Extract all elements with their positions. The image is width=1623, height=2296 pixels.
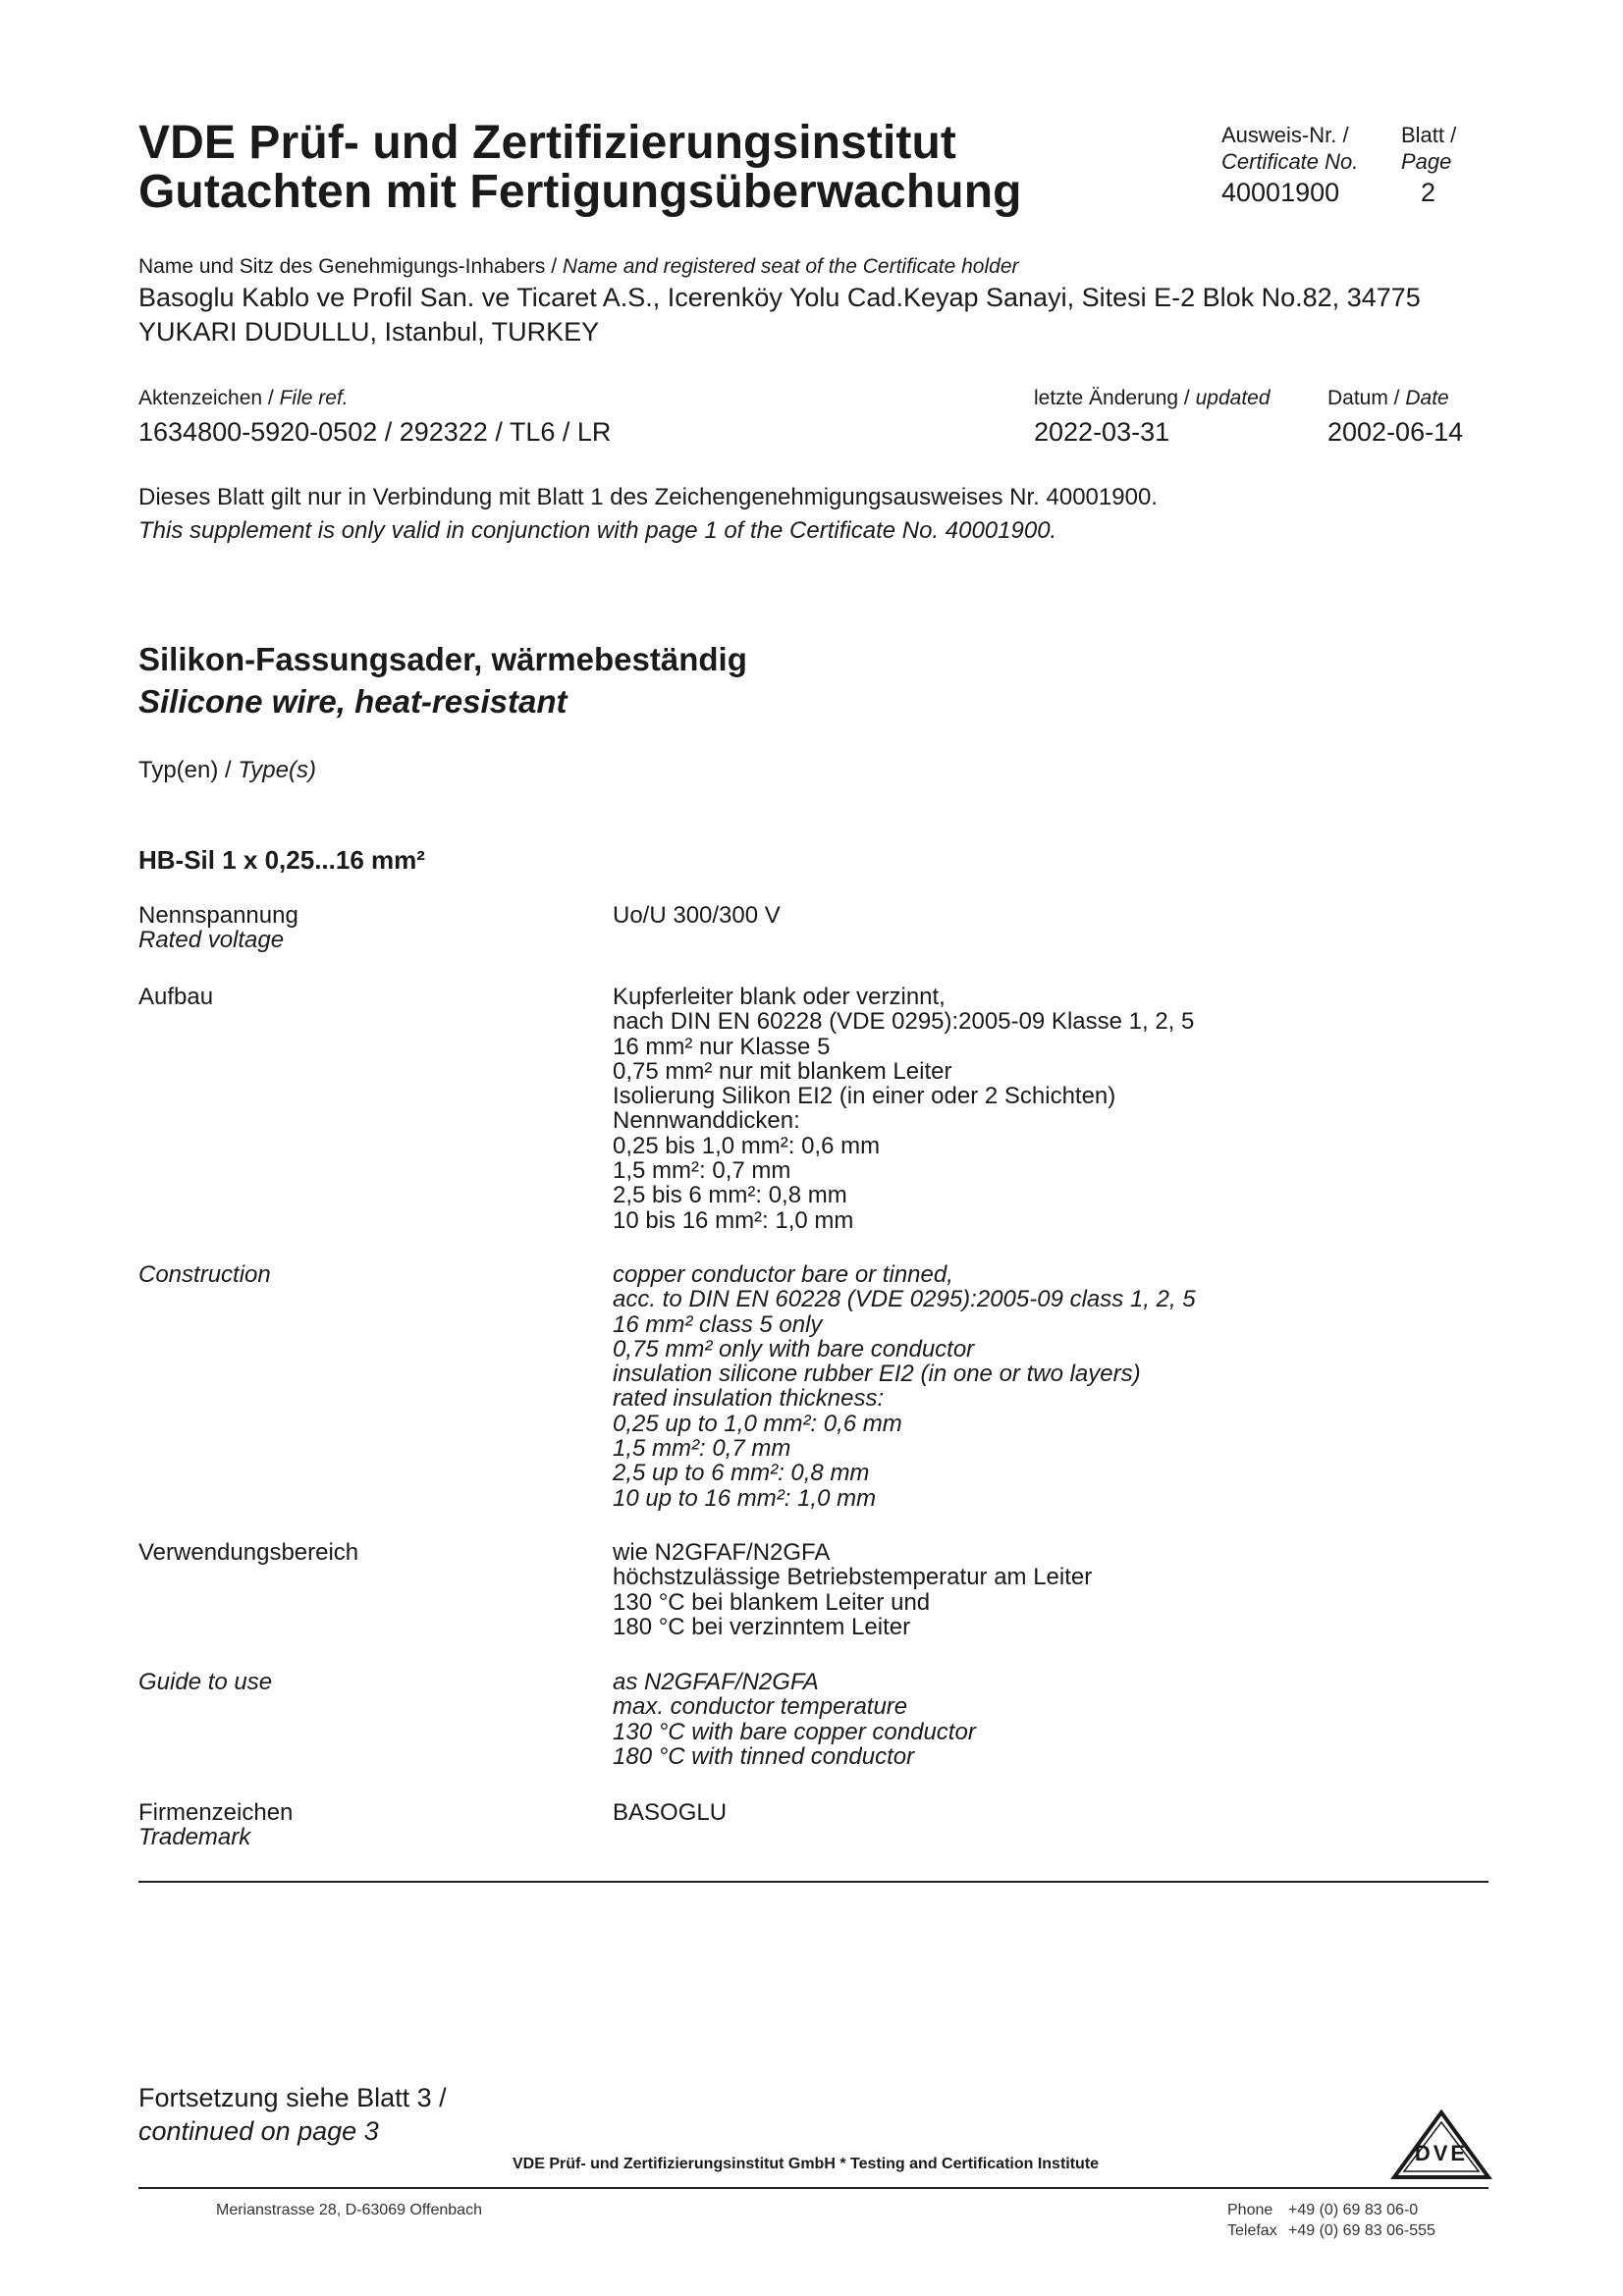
date-label-de: Datum /	[1327, 387, 1406, 409]
date-value: 2002-06-14	[1327, 417, 1464, 447]
guide-line: as N2GFAF/N2GFA	[613, 1669, 819, 1695]
holder-address-line2: YUKARI DUDULLU, Istanbul, TURKEY	[138, 317, 600, 347]
continuation-en: continued on page 3	[138, 2116, 379, 2146]
construction-line: rated insulation thickness:	[613, 1385, 885, 1413]
aufbau-line: 0,75 mm² nur mit blankem Leiter	[613, 1057, 952, 1085]
guide-line: 180 °C with tinned conductor	[613, 1742, 915, 1770]
vde-logo	[1390, 2109, 1492, 2181]
rated-voltage-label-en: Rated voltage	[138, 927, 285, 953]
aufbau-line: 0,25 bis 1,0 mm²: 0,6 mm	[613, 1132, 881, 1159]
types-label	[138, 756, 316, 785]
aufbau-line: 2,5 bis 6 mm²: 0,8 mm	[613, 1182, 847, 1209]
construction-line: 2,5 up to 6 mm²: 0,8 mm	[613, 1460, 870, 1487]
updated-label-en: updated	[1195, 387, 1271, 409]
file-ref-value: 1634800-5920-0502 / 292322 / TL6 / LR	[138, 417, 612, 447]
holder-label-en: Name and registered seat of the Certificate holder	[562, 255, 1019, 278]
type-name: HB-Sil 1 x 0,25...16 mm²	[138, 845, 425, 875]
construction-line: copper conductor bare or tinned,	[613, 1261, 953, 1288]
page-label-en: Page	[1401, 149, 1452, 174]
validity-note-de: Dieses Blatt gilt nur in Verbindung mit Blatt 1 des Zeichengenehmigungsausweises Nr. 40001900.	[138, 484, 1158, 510]
rated-voltage-label-de: Nennspannung	[138, 902, 298, 929]
guide-line: max. conductor temperature	[613, 1693, 908, 1721]
verwendung-line: 180 °C bei verzinntem Leiter	[613, 1613, 911, 1640]
aufbau-line: Isolierung Silikon EI2 (in einer oder 2 Schichten)	[613, 1083, 1116, 1110]
construction-lines	[613, 1262, 1196, 1511]
certificate-label-de: Ausweis-Nr. /	[1221, 123, 1349, 147]
guide-line: 130 °C with bare copper conductor	[613, 1718, 976, 1745]
construction-line: 0,25 up to 1,0 mm²: 0,6 mm	[613, 1410, 902, 1437]
aufbau-line: 10 bis 16 mm²: 1,0 mm	[613, 1206, 854, 1234]
product-title-en: Silicone wire, heat-resistant	[138, 683, 568, 720]
continuation-de: Fortsetzung siehe Blatt 3 /	[138, 2083, 447, 2112]
aufbau-line: Nennwanddicken:	[613, 1107, 800, 1135]
verwendung-label: Verwendungsbereich	[138, 1539, 359, 1566]
verwendung-line: wie N2GFAF/N2GFA	[613, 1539, 831, 1566]
aufbau-label: Aufbau	[138, 984, 214, 1010]
aufbau-line: Kupferleiter blank oder verzinnt,	[613, 984, 946, 1010]
construction-line: 16 mm² class 5 only	[613, 1310, 823, 1338]
verwendung-line: 130 °C bei blankem Leiter und	[613, 1588, 931, 1616]
date-label-en: Date	[1405, 387, 1449, 409]
updated-label	[1034, 386, 1271, 411]
footer-divider	[138, 2187, 1488, 2189]
page-label-de: Blatt /	[1401, 123, 1457, 147]
footer-fax-label: Telefax	[1227, 2222, 1277, 2239]
rated-voltage-value: Uo/U 300/300 V	[613, 902, 781, 929]
construction-line: 0,75 mm² only with bare conductor	[613, 1335, 975, 1362]
file-ref-label-de: Aktenzeichen /	[138, 387, 280, 409]
product-title-de: Silikon-Fassungsader, wärmebeständig	[138, 641, 747, 677]
aufbau-lines	[613, 985, 1194, 1233]
page-number: 2	[1421, 178, 1436, 207]
vde-logo-text: DVE	[1414, 2141, 1469, 2165]
trademark-label-en: Trademark	[138, 1824, 251, 1850]
file-ref-label-en: File ref.	[279, 387, 349, 409]
aufbau-line: 1,5 mm²: 0,7 mm	[613, 1157, 791, 1185]
types-label-en: Type(s)	[238, 757, 316, 783]
file-ref-label	[138, 386, 349, 411]
trademark-label-de: Firmenzeichen	[138, 1799, 294, 1826]
footer-fax: +49 (0) 69 83 06-555	[1288, 2222, 1435, 2239]
construction-line: 10 up to 16 mm²: 1,0 mm	[613, 1484, 877, 1512]
updated-value: 2022-03-31	[1034, 417, 1170, 447]
aufbau-line: 16 mm² nur Klasse 5	[613, 1033, 831, 1060]
holder-address-line1: Basoglu Kablo ve Profil San. ve Ticaret A.S., Icerenköy Yolu Cad.Keyap Sanayi, Sitesi E-2 Blok No.82, 34775	[138, 283, 1421, 312]
aufbau-line: nach DIN EN 60228 (VDE 0295):2005-09 Klasse 1, 2, 5	[613, 1008, 1195, 1036]
types-label-de: Typ(en) /	[138, 757, 239, 783]
construction-label: Construction	[138, 1261, 271, 1288]
verwendung-line: höchstzulässige Betriebstemperatur am Leiter	[613, 1564, 1093, 1591]
institute-title: VDE Prüf- und Zertifizierungsinstitut	[138, 117, 957, 169]
certificate-label-en: Certificate No.	[1221, 149, 1359, 174]
document-title: Gutachten mit Fertigungsüberwachung	[138, 166, 1022, 218]
construction-line: 1,5 mm²: 0,7 mm	[613, 1435, 791, 1463]
holder-label	[138, 254, 1019, 280]
trademark-value: BASOGLU	[613, 1799, 728, 1826]
holder-label-de: Name und Sitz des Genehmigungs-Inhabers /	[138, 255, 563, 278]
date-label	[1327, 386, 1449, 411]
guide-lines	[613, 1670, 976, 1769]
institute-footer: VDE Prüf- und Zertifizierungsinstitut GmbH * Testing and Certification Institute	[513, 2156, 1100, 2172]
certificate-number: 40001900	[1221, 178, 1340, 207]
updated-label-de: letzte Änderung /	[1034, 387, 1196, 409]
footer-phone: +49 (0) 69 83 06-0	[1288, 2202, 1419, 2218]
footer-address: Merianstrasse 28, D-63069 Offenbach	[216, 2202, 482, 2218]
construction-line: insulation silicone rubber EI2 (in one or two layers)	[613, 1361, 1141, 1388]
validity-note-en: This supplement is only valid in conjunction with page 1 of the Certificate No. 40001900.	[138, 517, 1057, 544]
footer-phone-label: Phone	[1227, 2202, 1273, 2218]
guide-label: Guide to use	[138, 1669, 273, 1695]
verwendung-lines	[613, 1540, 1092, 1639]
content-divider	[138, 1881, 1488, 1883]
construction-line: acc. to DIN EN 60228 (VDE 0295):2005-09 class 1, 2, 5	[613, 1286, 1196, 1313]
